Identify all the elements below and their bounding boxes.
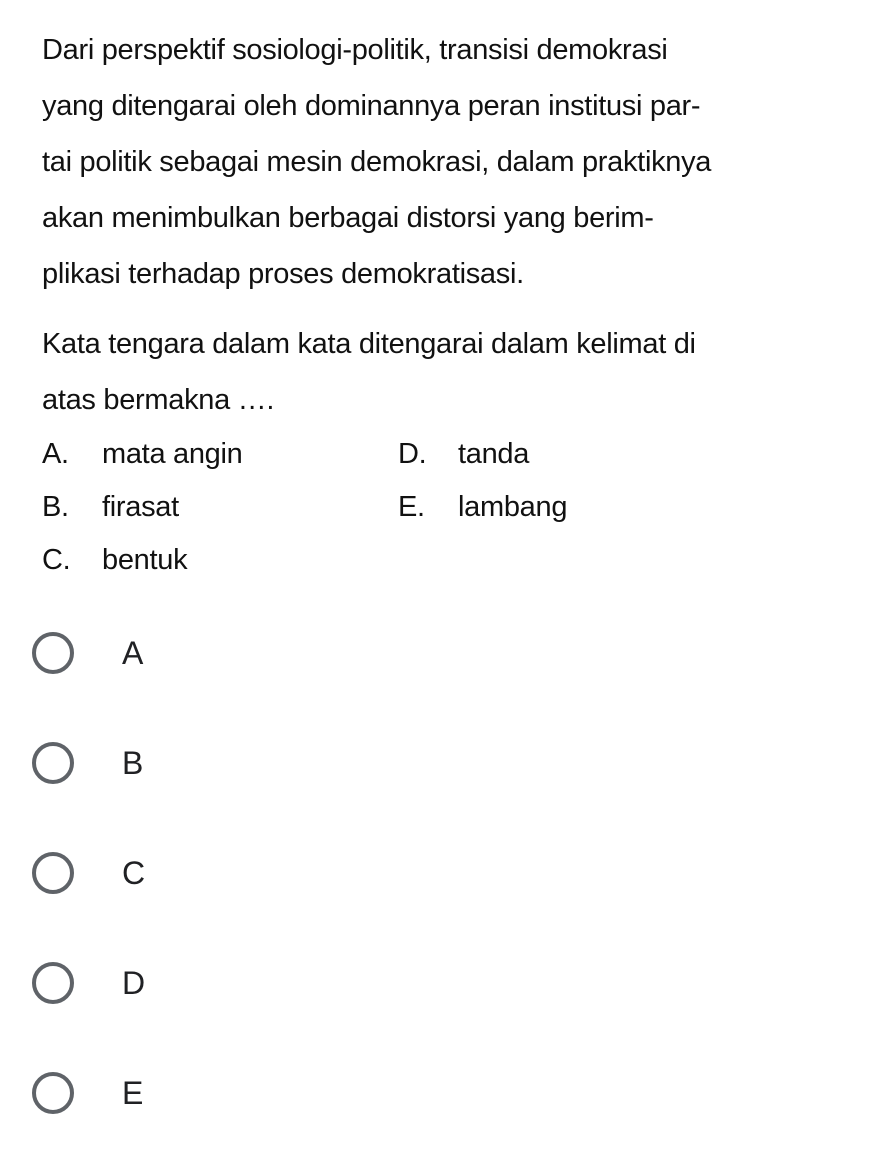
radio-button-icon[interactable] xyxy=(32,742,74,784)
passage-line: plikasi terhadap proses demokratisasi. xyxy=(42,258,524,290)
choice-text: firasat xyxy=(102,491,179,523)
radio-option-label: A xyxy=(122,634,144,671)
radio-option-label: D xyxy=(122,964,146,1001)
radio-option-c[interactable] xyxy=(30,818,830,928)
radio-option-label: B xyxy=(122,744,144,781)
radio-option-d[interactable] xyxy=(30,928,830,1038)
radio-option-label: C xyxy=(122,854,146,891)
radio-option-b[interactable] xyxy=(30,708,830,818)
radio-option-a[interactable] xyxy=(30,598,830,708)
radio-option-group xyxy=(30,598,830,1148)
passage-line: yang ditengarai oleh dominannya peran institusi par- xyxy=(42,90,701,122)
answer-choices xyxy=(42,428,842,587)
radio-button-icon[interactable] xyxy=(32,632,74,674)
choice-letter: D. xyxy=(398,438,427,470)
choice-letter: B. xyxy=(42,491,69,523)
choice-letter: C. xyxy=(42,544,71,576)
choice-text: tanda xyxy=(458,438,530,470)
choice-e xyxy=(398,481,754,534)
choice-b xyxy=(42,481,398,534)
radio-button-icon[interactable] xyxy=(32,962,74,1004)
choice-letter: A. xyxy=(42,438,69,470)
choice-d xyxy=(398,428,754,481)
choice-text: lambang xyxy=(458,491,568,523)
question-image xyxy=(42,22,842,587)
radio-option-e[interactable] xyxy=(30,1038,830,1148)
passage-line: tai politik sebagai mesin demokrasi, dalam praktiknya xyxy=(42,146,712,178)
passage-line: Dari perspektif sosiologi-politik, transisi demokrasi xyxy=(42,34,668,66)
prompt-line: Kata tengara dalam kata ditengarai dalam kelimat di xyxy=(42,328,696,360)
passage-line: akan menimbulkan berbagai distorsi yang berim- xyxy=(42,202,654,234)
radio-option-label: E xyxy=(122,1074,144,1111)
choice-a xyxy=(42,428,398,481)
radio-button-icon[interactable] xyxy=(32,852,74,894)
choice-letter: E. xyxy=(398,491,425,523)
choice-text: bentuk xyxy=(102,544,188,576)
radio-button-icon[interactable] xyxy=(32,1072,74,1114)
question-passage xyxy=(42,22,842,302)
prompt-line: atas bermakna …. xyxy=(42,384,275,416)
choice-c xyxy=(42,534,398,587)
question-prompt xyxy=(42,316,842,428)
choice-text: mata angin xyxy=(102,438,243,470)
